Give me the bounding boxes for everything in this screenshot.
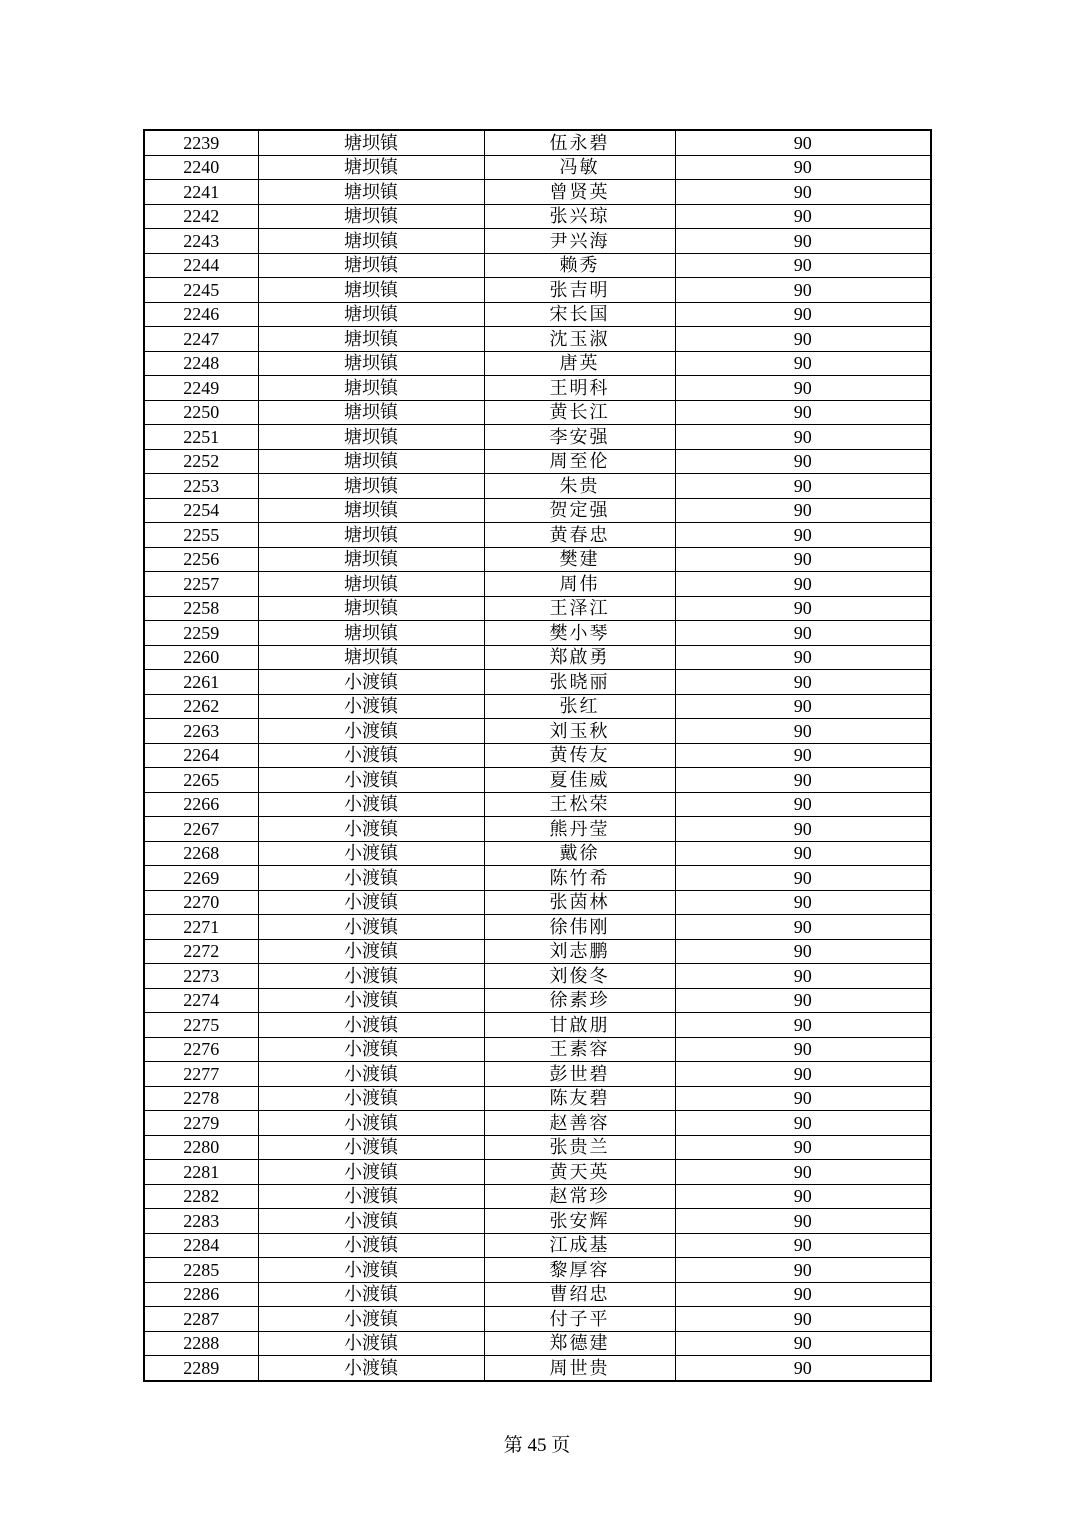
town-cell: 小渡镇 — [258, 768, 484, 793]
table-row — [144, 1013, 931, 1038]
person-name-cell: 彭世碧 — [484, 1062, 675, 1087]
score-cell: 90 — [675, 645, 931, 670]
town-cell: 塘坝镇 — [258, 449, 484, 474]
town-cell: 塘坝镇 — [258, 130, 484, 155]
table-row — [144, 719, 931, 744]
table-row — [144, 351, 931, 376]
town-cell: 塘坝镇 — [258, 376, 484, 401]
person-name-cell: 黎厚容 — [484, 1258, 675, 1283]
person-name-cell: 张贵兰 — [484, 1135, 675, 1160]
town-cell: 小渡镇 — [258, 964, 484, 989]
table-row — [144, 596, 931, 621]
town-cell: 塘坝镇 — [258, 474, 484, 499]
table-row — [144, 792, 931, 817]
town-cell: 塘坝镇 — [258, 278, 484, 303]
score-cell: 90 — [675, 130, 931, 155]
table-row — [144, 376, 931, 401]
row-number-cell: 2282 — [144, 1184, 258, 1209]
table-row — [144, 1086, 931, 1111]
town-cell: 塘坝镇 — [258, 645, 484, 670]
town-cell: 塘坝镇 — [258, 621, 484, 646]
score-cell: 90 — [675, 1013, 931, 1038]
person-name-cell: 张红 — [484, 694, 675, 719]
person-name-cell: 赵善容 — [484, 1111, 675, 1136]
town-cell: 小渡镇 — [258, 719, 484, 744]
person-name-cell: 伍永碧 — [484, 130, 675, 155]
table-row — [144, 988, 931, 1013]
row-number-cell: 2275 — [144, 1013, 258, 1038]
table-row — [144, 1282, 931, 1307]
row-number-cell: 2278 — [144, 1086, 258, 1111]
person-name-cell: 张茵林 — [484, 890, 675, 915]
row-number-cell: 2244 — [144, 253, 258, 278]
row-number-cell: 2279 — [144, 1111, 258, 1136]
page-number: 第 45 页 — [503, 1435, 571, 1456]
score-cell: 90 — [675, 670, 931, 695]
row-number-cell: 2270 — [144, 890, 258, 915]
table-row — [144, 130, 931, 155]
row-number-cell: 2272 — [144, 939, 258, 964]
person-name-cell: 张安辉 — [484, 1209, 675, 1234]
town-cell: 小渡镇 — [258, 915, 484, 940]
town-cell: 小渡镇 — [258, 988, 484, 1013]
score-cell: 90 — [675, 1184, 931, 1209]
town-cell: 塘坝镇 — [258, 547, 484, 572]
table-row — [144, 1331, 931, 1356]
town-cell: 小渡镇 — [258, 841, 484, 866]
person-name-cell: 付子平 — [484, 1307, 675, 1332]
table-body — [144, 130, 931, 1381]
person-name-cell: 戴徐 — [484, 841, 675, 866]
row-number-cell: 2269 — [144, 866, 258, 891]
score-cell: 90 — [675, 915, 931, 940]
town-cell: 小渡镇 — [258, 1037, 484, 1062]
town-cell: 小渡镇 — [258, 1233, 484, 1258]
town-cell: 小渡镇 — [258, 1062, 484, 1087]
person-name-cell: 夏佳威 — [484, 768, 675, 793]
town-cell: 塘坝镇 — [258, 425, 484, 450]
person-name-cell: 李安强 — [484, 425, 675, 450]
town-cell: 塘坝镇 — [258, 302, 484, 327]
row-number-cell: 2274 — [144, 988, 258, 1013]
town-cell: 小渡镇 — [258, 1209, 484, 1234]
score-cell: 90 — [675, 425, 931, 450]
person-name-cell: 冯敏 — [484, 155, 675, 180]
table-row — [144, 327, 931, 352]
person-name-cell: 黄春忠 — [484, 523, 675, 548]
score-cell: 90 — [675, 1037, 931, 1062]
score-cell: 90 — [675, 1062, 931, 1087]
town-cell: 小渡镇 — [258, 670, 484, 695]
row-number-cell: 2268 — [144, 841, 258, 866]
person-name-cell: 郑德建 — [484, 1331, 675, 1356]
row-number-cell: 2241 — [144, 180, 258, 205]
score-cell: 90 — [675, 327, 931, 352]
row-number-cell: 2288 — [144, 1331, 258, 1356]
score-cell: 90 — [675, 547, 931, 572]
person-name-cell: 周至伦 — [484, 449, 675, 474]
town-cell: 塘坝镇 — [258, 498, 484, 523]
row-number-cell: 2276 — [144, 1037, 258, 1062]
table-row — [144, 939, 931, 964]
row-number-cell: 2252 — [144, 449, 258, 474]
row-number-cell: 2246 — [144, 302, 258, 327]
row-number-cell: 2284 — [144, 1233, 258, 1258]
row-number-cell: 2277 — [144, 1062, 258, 1087]
table-row — [144, 621, 931, 646]
row-number-cell: 2257 — [144, 572, 258, 597]
table-row — [144, 743, 931, 768]
row-number-cell: 2256 — [144, 547, 258, 572]
score-cell: 90 — [675, 621, 931, 646]
person-name-cell: 王泽江 — [484, 596, 675, 621]
row-number-cell: 2283 — [144, 1209, 258, 1234]
score-cell: 90 — [675, 155, 931, 180]
town-cell: 塘坝镇 — [258, 253, 484, 278]
town-cell: 塘坝镇 — [258, 400, 484, 425]
town-cell: 小渡镇 — [258, 1184, 484, 1209]
row-number-cell: 2250 — [144, 400, 258, 425]
table-row — [144, 1356, 931, 1381]
person-name-cell: 郑啟勇 — [484, 645, 675, 670]
score-cell: 90 — [675, 1331, 931, 1356]
table-row — [144, 964, 931, 989]
score-cell: 90 — [675, 792, 931, 817]
town-cell: 小渡镇 — [258, 1258, 484, 1283]
row-number-cell: 2263 — [144, 719, 258, 744]
score-cell: 90 — [675, 180, 931, 205]
score-cell: 90 — [675, 229, 931, 254]
score-cell: 90 — [675, 1307, 931, 1332]
table-row — [144, 1209, 931, 1234]
score-cell: 90 — [675, 1258, 931, 1283]
person-name-cell: 黄长江 — [484, 400, 675, 425]
person-name-cell: 宋长国 — [484, 302, 675, 327]
score-cell: 90 — [675, 1282, 931, 1307]
town-cell: 小渡镇 — [258, 694, 484, 719]
table-row — [144, 1135, 931, 1160]
town-cell: 小渡镇 — [258, 792, 484, 817]
table-row — [144, 449, 931, 474]
person-name-cell: 周伟 — [484, 572, 675, 597]
row-number-cell: 2247 — [144, 327, 258, 352]
town-cell: 塘坝镇 — [258, 523, 484, 548]
score-cell: 90 — [675, 768, 931, 793]
row-number-cell: 2273 — [144, 964, 258, 989]
row-number-cell: 2260 — [144, 645, 258, 670]
table-row — [144, 229, 931, 254]
row-number-cell: 2253 — [144, 474, 258, 499]
person-name-cell: 樊建 — [484, 547, 675, 572]
score-cell: 90 — [675, 523, 931, 548]
row-number-cell: 2239 — [144, 130, 258, 155]
person-name-cell: 黄天英 — [484, 1160, 675, 1185]
row-number-cell: 2251 — [144, 425, 258, 450]
row-number-cell: 2265 — [144, 768, 258, 793]
person-name-cell: 周世贵 — [484, 1356, 675, 1381]
town-cell: 小渡镇 — [258, 1111, 484, 1136]
row-number-cell: 2255 — [144, 523, 258, 548]
row-number-cell: 2281 — [144, 1160, 258, 1185]
table-row — [144, 1184, 931, 1209]
score-cell: 90 — [675, 939, 931, 964]
town-cell: 小渡镇 — [258, 1160, 484, 1185]
score-cell: 90 — [675, 376, 931, 401]
row-number-cell: 2280 — [144, 1135, 258, 1160]
table-row — [144, 866, 931, 891]
score-cell: 90 — [675, 498, 931, 523]
person-name-cell: 曹绍忠 — [484, 1282, 675, 1307]
score-cell: 90 — [675, 1356, 931, 1381]
score-cell: 90 — [675, 253, 931, 278]
row-number-cell: 2240 — [144, 155, 258, 180]
person-name-cell: 曾贤英 — [484, 180, 675, 205]
score-cell: 90 — [675, 572, 931, 597]
person-name-cell: 刘俊冬 — [484, 964, 675, 989]
person-name-cell: 唐英 — [484, 351, 675, 376]
score-cell: 90 — [675, 204, 931, 229]
score-cell: 90 — [675, 449, 931, 474]
row-number-cell: 2262 — [144, 694, 258, 719]
person-name-cell: 江成基 — [484, 1233, 675, 1258]
town-cell: 小渡镇 — [258, 817, 484, 842]
person-name-cell: 王明科 — [484, 376, 675, 401]
row-number-cell: 2248 — [144, 351, 258, 376]
row-number-cell: 2243 — [144, 229, 258, 254]
table-row — [144, 1111, 931, 1136]
town-cell: 塘坝镇 — [258, 204, 484, 229]
town-cell: 小渡镇 — [258, 1356, 484, 1381]
town-cell: 小渡镇 — [258, 1013, 484, 1038]
score-cell: 90 — [675, 278, 931, 303]
town-cell: 塘坝镇 — [258, 351, 484, 376]
table-row — [144, 817, 931, 842]
score-cell: 90 — [675, 1160, 931, 1185]
table-row — [144, 400, 931, 425]
table-row — [144, 474, 931, 499]
score-cell: 90 — [675, 596, 931, 621]
score-cell: 90 — [675, 817, 931, 842]
score-cell: 90 — [675, 400, 931, 425]
table-row — [144, 1307, 931, 1332]
row-number-cell: 2271 — [144, 915, 258, 940]
row-number-cell: 2264 — [144, 743, 258, 768]
table-row — [144, 278, 931, 303]
person-name-cell: 贺定强 — [484, 498, 675, 523]
table-row — [144, 498, 931, 523]
town-cell: 小渡镇 — [258, 866, 484, 891]
table-row — [144, 155, 931, 180]
table-row — [144, 694, 931, 719]
town-cell: 小渡镇 — [258, 743, 484, 768]
table-row — [144, 523, 931, 548]
person-name-cell: 张兴琼 — [484, 204, 675, 229]
table-row — [144, 645, 931, 670]
table-row — [144, 1037, 931, 1062]
person-name-cell: 熊丹莹 — [484, 817, 675, 842]
person-name-cell: 王松荣 — [484, 792, 675, 817]
person-name-cell: 尹兴海 — [484, 229, 675, 254]
person-name-cell: 赵常珍 — [484, 1184, 675, 1209]
table-row — [144, 425, 931, 450]
score-cell: 90 — [675, 890, 931, 915]
table-row — [144, 768, 931, 793]
town-cell: 塘坝镇 — [258, 229, 484, 254]
town-cell: 小渡镇 — [258, 1135, 484, 1160]
table-row — [144, 180, 931, 205]
row-number-cell: 2259 — [144, 621, 258, 646]
score-cell: 90 — [675, 351, 931, 376]
table-row — [144, 915, 931, 940]
table-row — [144, 1160, 931, 1185]
town-cell: 塘坝镇 — [258, 327, 484, 352]
table-row — [144, 890, 931, 915]
score-cell: 90 — [675, 841, 931, 866]
score-cell: 90 — [675, 988, 931, 1013]
row-number-cell: 2249 — [144, 376, 258, 401]
row-number-cell: 2254 — [144, 498, 258, 523]
table-row — [144, 670, 931, 695]
data-table — [143, 129, 932, 1382]
town-cell: 塘坝镇 — [258, 180, 484, 205]
table-row — [144, 204, 931, 229]
town-cell: 小渡镇 — [258, 1307, 484, 1332]
person-name-cell: 陈竹希 — [484, 866, 675, 891]
score-cell: 90 — [675, 1086, 931, 1111]
town-cell: 塘坝镇 — [258, 596, 484, 621]
score-cell: 90 — [675, 719, 931, 744]
score-cell: 90 — [675, 866, 931, 891]
person-name-cell: 刘志鹏 — [484, 939, 675, 964]
person-name-cell: 黄传友 — [484, 743, 675, 768]
score-cell: 90 — [675, 302, 931, 327]
score-cell: 90 — [675, 1233, 931, 1258]
row-number-cell: 2245 — [144, 278, 258, 303]
row-number-cell: 2267 — [144, 817, 258, 842]
row-number-cell: 2266 — [144, 792, 258, 817]
person-name-cell: 徐素珍 — [484, 988, 675, 1013]
table-row — [144, 572, 931, 597]
person-name-cell: 赖秀 — [484, 253, 675, 278]
row-number-cell: 2261 — [144, 670, 258, 695]
row-number-cell: 2286 — [144, 1282, 258, 1307]
person-name-cell: 陈友碧 — [484, 1086, 675, 1111]
person-name-cell: 徐伟刚 — [484, 915, 675, 940]
person-name-cell: 张晓丽 — [484, 670, 675, 695]
town-cell: 小渡镇 — [258, 1331, 484, 1356]
table-row — [144, 253, 931, 278]
table-row — [144, 1233, 931, 1258]
town-cell: 小渡镇 — [258, 939, 484, 964]
table-row — [144, 1258, 931, 1283]
town-cell: 小渡镇 — [258, 1282, 484, 1307]
table-row — [144, 1062, 931, 1087]
score-cell: 90 — [675, 743, 931, 768]
town-cell: 塘坝镇 — [258, 572, 484, 597]
town-cell: 塘坝镇 — [258, 155, 484, 180]
person-name-cell: 沈玉淑 — [484, 327, 675, 352]
row-number-cell: 2287 — [144, 1307, 258, 1332]
town-cell: 小渡镇 — [258, 1086, 484, 1111]
person-name-cell: 樊小琴 — [484, 621, 675, 646]
row-number-cell: 2289 — [144, 1356, 258, 1381]
score-cell: 90 — [675, 1111, 931, 1136]
person-name-cell: 朱贵 — [484, 474, 675, 499]
score-cell: 90 — [675, 964, 931, 989]
score-cell: 90 — [675, 1209, 931, 1234]
table-row — [144, 302, 931, 327]
table-row — [144, 547, 931, 572]
score-cell: 90 — [675, 1135, 931, 1160]
row-number-cell: 2242 — [144, 204, 258, 229]
row-number-cell: 2285 — [144, 1258, 258, 1283]
person-name-cell: 刘玉秋 — [484, 719, 675, 744]
score-cell: 90 — [675, 474, 931, 499]
person-name-cell: 甘啟朋 — [484, 1013, 675, 1038]
person-name-cell: 王素容 — [484, 1037, 675, 1062]
score-cell: 90 — [675, 694, 931, 719]
town-cell: 小渡镇 — [258, 890, 484, 915]
table-row — [144, 841, 931, 866]
person-name-cell: 张吉明 — [484, 278, 675, 303]
row-number-cell: 2258 — [144, 596, 258, 621]
